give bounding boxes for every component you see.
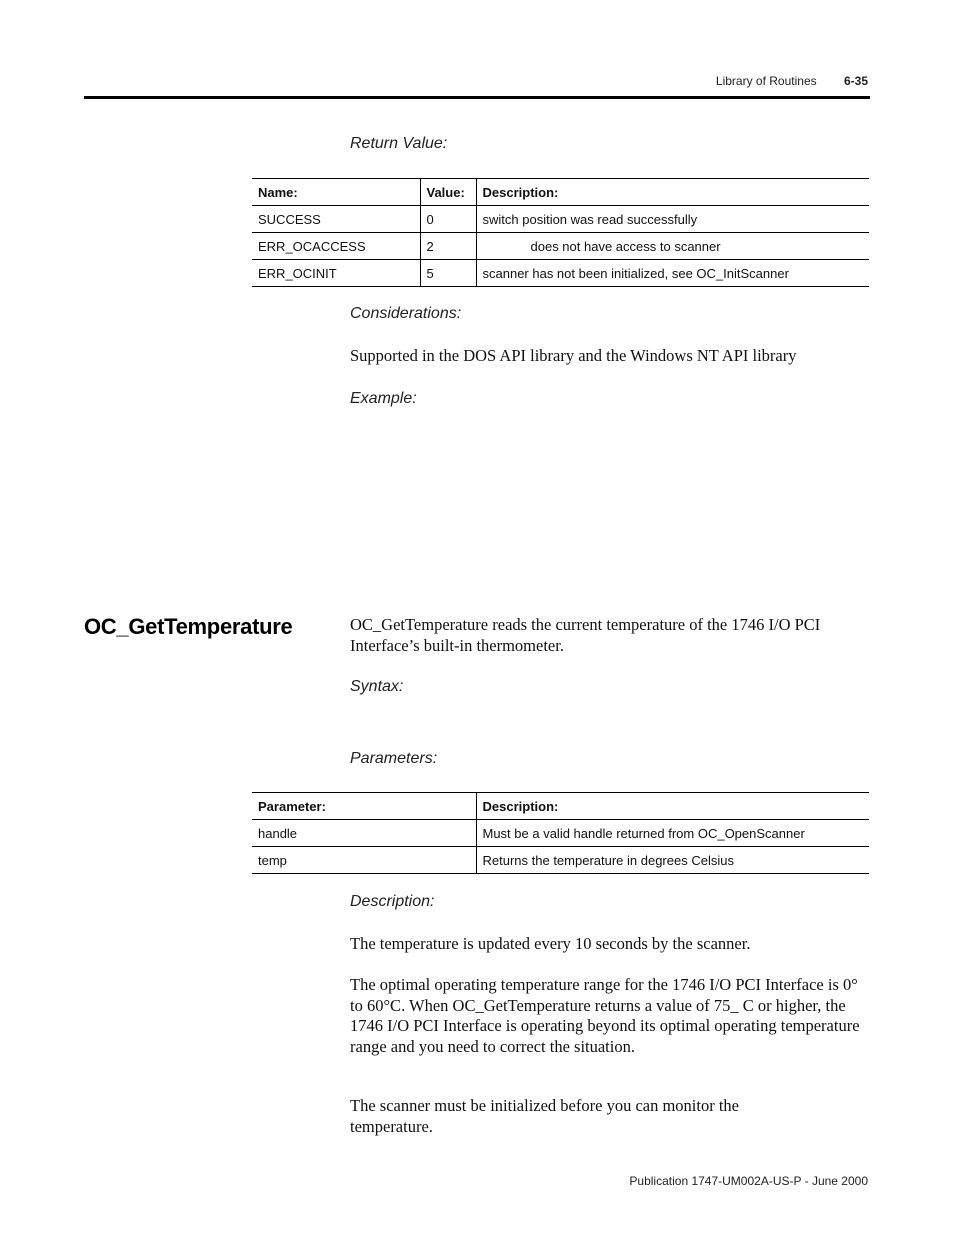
considerations-text: Supported in the DOS API library and the Windows NT API library — [350, 346, 797, 365]
table-row — [252, 847, 869, 874]
description-paragraph: The temperature is updated every 10 seconds by the scanner. — [350, 934, 751, 953]
cell-value: 2 — [420, 233, 476, 260]
considerations-heading: Considerations: — [350, 305, 462, 322]
table-header-row — [252, 179, 869, 206]
cell-parameter: temp — [252, 847, 476, 874]
cell-value: 5 — [420, 260, 476, 287]
cell-description: does not have access to scanner — [476, 233, 869, 260]
syntax-heading: Syntax: — [350, 678, 404, 695]
header-rule — [84, 96, 870, 99]
cell-description: switch position was read successfully — [476, 206, 869, 233]
description-paragraph: The scanner must be initialized before you can monitor the temperature. — [350, 1096, 739, 1136]
page-number: 6-35 — [843, 74, 868, 88]
cell-description: scanner has not been initialized, see OC_InitScanner — [476, 260, 869, 287]
table-header-row — [252, 793, 869, 820]
parameters-heading: Parameters: — [350, 750, 438, 767]
description-paragraph: The optimal operating temperature range for the 1746 I/O PCI Interface is 0° to 60°C. When OC_GetTemperature returns a value of 75_ C or higher, the 1746 I/O PCI Interface is operating beyond its optimal operating temperature range and you need to correct the situation. — [350, 975, 860, 1056]
column-header-parameter: Parameter: — [252, 793, 476, 820]
cell-description: Must be a valid handle returned from OC_OpenScanner — [476, 820, 869, 847]
example-heading: Example: — [350, 390, 417, 407]
cell-value: 0 — [420, 206, 476, 233]
cell-parameter: handle — [252, 820, 476, 847]
publication-footer: Publication 1747-UM002A-US-P - June 2000 — [629, 1174, 868, 1188]
cell-name: ERR_OCACCESS — [252, 233, 420, 260]
table-row — [252, 233, 869, 260]
table-row — [252, 206, 869, 233]
column-header-value: Value: — [420, 179, 476, 206]
column-header-name: Name: — [252, 179, 420, 206]
cell-name: ERR_OCINIT — [252, 260, 420, 287]
table-row — [252, 260, 869, 287]
return-value-table — [252, 178, 869, 287]
table-row — [252, 820, 869, 847]
section-intro: OC_GetTemperature reads the current temperature of the 1746 I/O PCI Interface’s built-in thermometer. — [350, 615, 821, 655]
cell-description: Returns the temperature in degrees Celsius — [476, 847, 869, 874]
cell-name: SUCCESS — [252, 206, 420, 233]
section-title: OC_GetTemperature — [84, 614, 293, 639]
chapter-title: Library of Routines — [715, 74, 817, 88]
parameters-table — [252, 792, 869, 874]
column-header-description: Description: — [476, 179, 869, 206]
running-header — [716, 74, 868, 88]
description-heading: Description: — [350, 893, 435, 910]
column-header-description: Description: — [476, 793, 869, 820]
return-value-heading: Return Value: — [350, 135, 448, 152]
